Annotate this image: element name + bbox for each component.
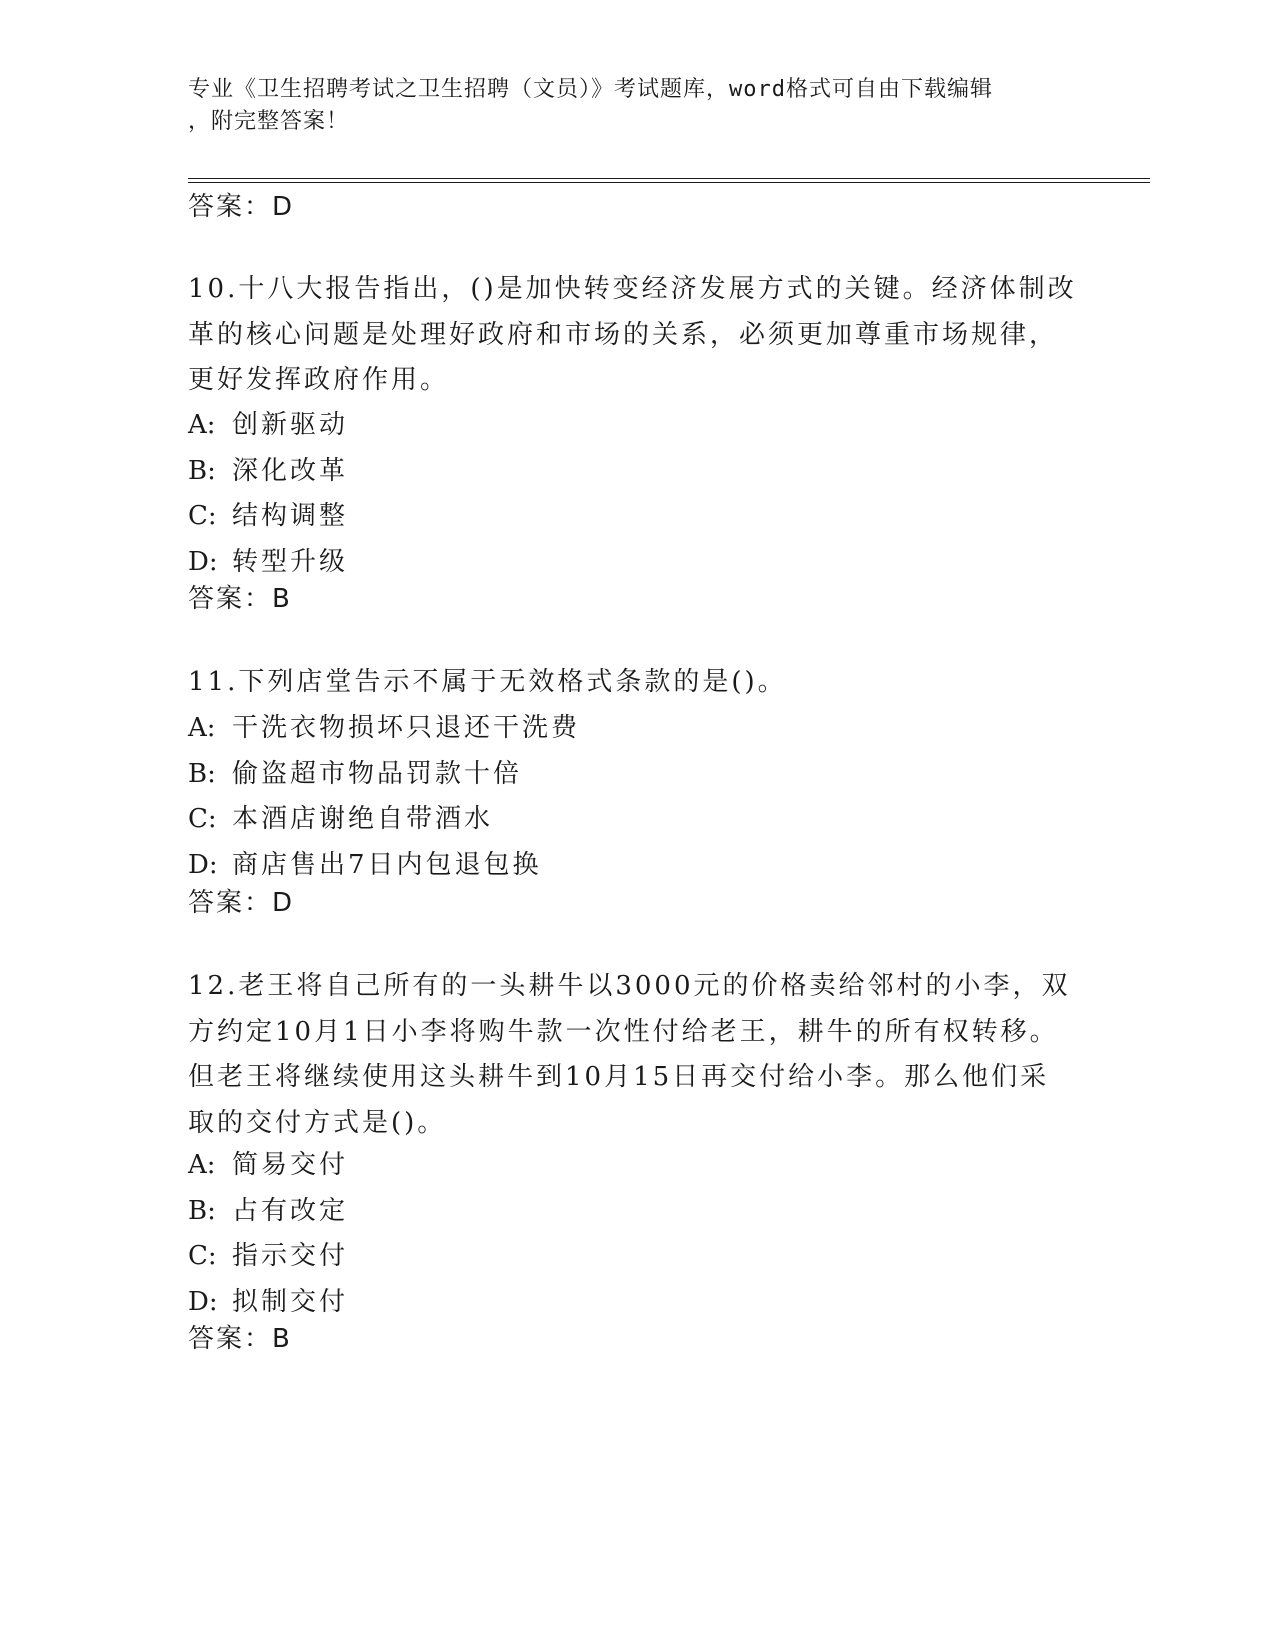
question-stem-line: 取的交付方式是()。 xyxy=(188,1107,447,1138)
option-a: A: 创新驱动 xyxy=(188,410,349,440)
question-11-options xyxy=(188,706,580,888)
question-stem-line: 12.老王将自己所有的一头耕牛以3000元的价格卖给邻村的小李，双 xyxy=(188,971,1071,1001)
option-b: B: 偷盗超市物品罚款十倍 xyxy=(188,758,523,789)
option-b: B: 占有改定 xyxy=(188,1195,349,1226)
option-a: A: 干洗衣物损坏只退还干洗费 xyxy=(188,713,581,743)
option-d: D: 拟制交付 xyxy=(188,1286,349,1317)
question-12-options xyxy=(188,1143,348,1325)
header-rule-top xyxy=(188,178,1150,179)
option-a: A: 简易交付 xyxy=(188,1150,349,1180)
option-b: B: 深化改革 xyxy=(188,455,349,486)
question-11-answer: 答案：D xyxy=(188,888,295,918)
document-header xyxy=(188,74,1088,138)
question-stem-line: 方约定10月1日小李将购牛款一次性付给老王，耕牛的所有权转移。 xyxy=(188,1016,1059,1047)
option-d: D: 转型升级 xyxy=(188,546,349,577)
question-10-options xyxy=(188,403,348,585)
question-stem-line: 10.十八大报告指出，()是加快转变经济发展方式的关键。经济体制改 xyxy=(188,274,1077,304)
question-10-stem xyxy=(188,267,1088,404)
question-10-answer: 答案：B xyxy=(188,584,292,614)
header-rule-bottom xyxy=(188,182,1150,183)
header-line-1: 专业《卫生招聘考试之卫生招聘（文员）》考试题库，word格式可自由下载编辑 xyxy=(188,77,993,102)
option-d: D: 商店售出7日内包退包换 xyxy=(188,849,542,880)
previous-answer: 答案：D xyxy=(188,192,295,222)
question-11-stem xyxy=(188,660,1088,706)
question-12-answer: 答案：B xyxy=(188,1324,292,1354)
option-c: C: 本酒店谢绝自带酒水 xyxy=(188,804,494,834)
question-stem-line: 11.下列店堂告示不属于无效格式条款的是()。 xyxy=(188,667,787,697)
question-stem-line: 但老王将继续使用这头耕牛到10月15日再交付给小李。那么他们采 xyxy=(188,1062,1050,1092)
question-stem-line: 更好发挥政府作用。 xyxy=(188,365,450,395)
question-12-stem xyxy=(188,964,1088,1146)
question-stem-line: 革的核心问题是处理好政府和市场的关系，必须更加尊重市场规律， xyxy=(188,319,1059,350)
header-line-2: ，附完整答案！ xyxy=(188,109,350,134)
option-c: C: 结构调整 xyxy=(188,501,349,531)
option-c: C: 指示交付 xyxy=(188,1241,349,1271)
